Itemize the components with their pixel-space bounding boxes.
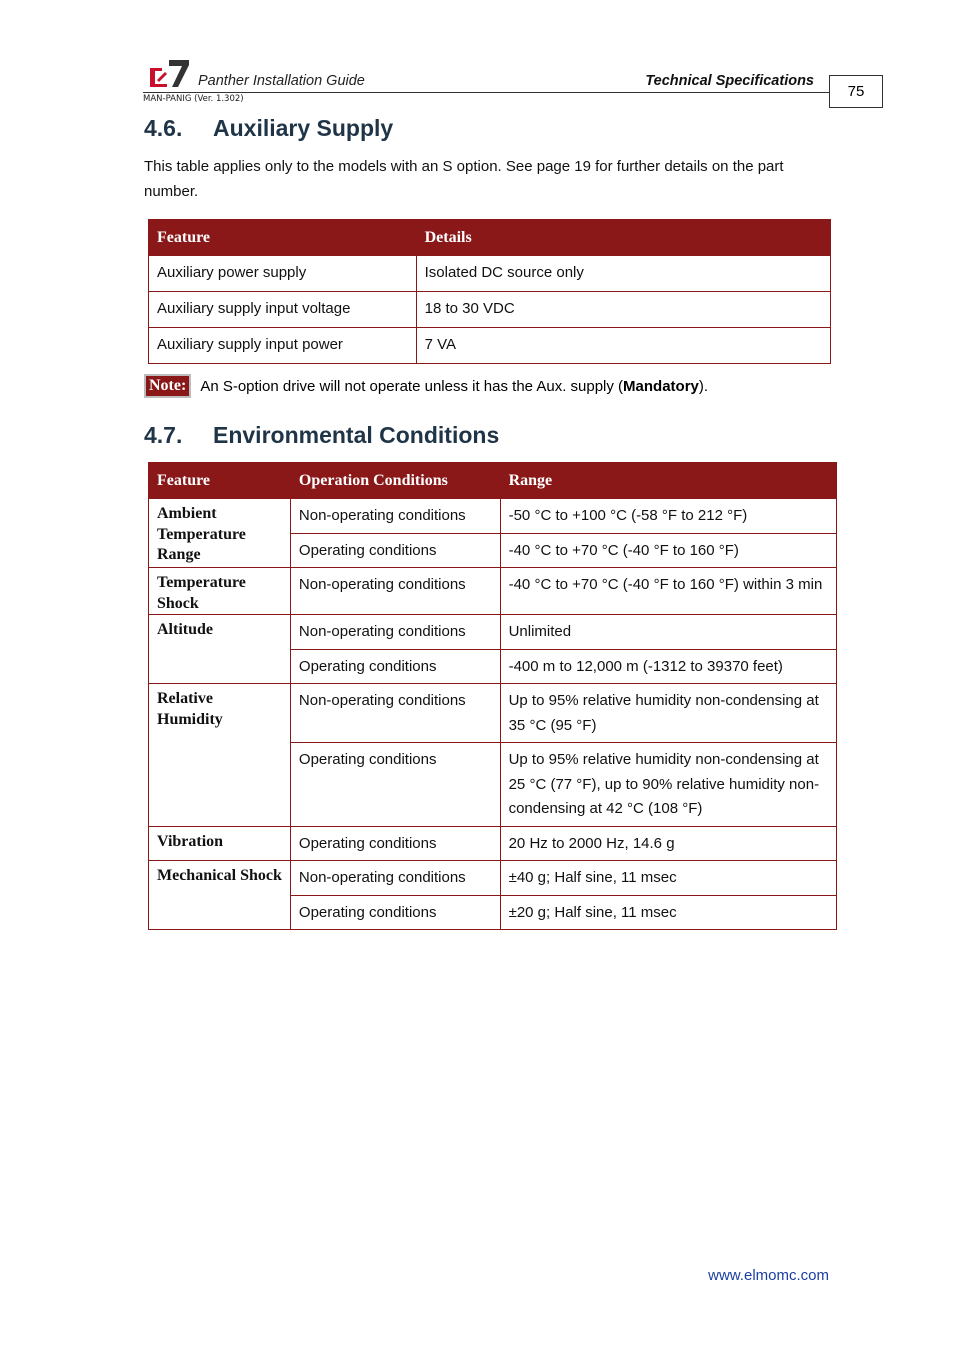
column-header: Details: [416, 220, 830, 256]
table-row: [149, 499, 837, 534]
table-header-row: [149, 463, 837, 499]
details-cell: Isolated DC source only: [416, 256, 830, 292]
condition-cell: Non-operating conditions: [290, 499, 500, 534]
condition-cell: Operating conditions: [290, 649, 500, 684]
feature-cell: Altitude: [149, 615, 291, 684]
range-cell: Up to 95% relative humidity non-condensing at 35 °C (95 °F): [500, 684, 836, 743]
footer-website-link[interactable]: www.elmomc.com: [708, 1267, 829, 1284]
column-header: Range: [500, 463, 836, 499]
range-cell: -400 m to 12,000 m (-1312 to 39370 feet): [500, 649, 836, 684]
table-header-row: [149, 220, 831, 256]
note-text: An S-option drive will not operate unless it has the Aux. supply (Mandatory).: [200, 377, 709, 395]
range-cell: Unlimited: [500, 615, 836, 650]
condition-cell: Non-operating conditions: [290, 861, 500, 896]
header-rule: [143, 92, 829, 93]
condition-cell: Non-operating conditions: [290, 615, 500, 650]
table-row: [149, 684, 837, 743]
range-cell: ±40 g; Half sine, 11 msec: [500, 861, 836, 896]
note: [144, 374, 708, 398]
feature-cell: Auxiliary supply input power: [149, 328, 417, 364]
feature-cell: Auxiliary supply input voltage: [149, 292, 417, 328]
feature-cell: Relative Humidity: [149, 684, 291, 827]
note-emphasis: Mandatory: [623, 377, 699, 395]
table-row: [149, 328, 831, 364]
column-header: Operation Conditions: [290, 463, 500, 499]
condition-cell: Operating conditions: [290, 826, 500, 861]
condition-cell: Operating conditions: [290, 743, 500, 827]
elmo-logo: [147, 58, 189, 88]
feature-cell: Temperature Shock: [149, 568, 291, 615]
section-title: Environmental Conditions: [213, 422, 500, 448]
heading-auxiliary-supply: [144, 115, 393, 142]
section-title: Auxiliary Supply: [213, 115, 394, 141]
details-cell: 7 VA: [416, 328, 830, 364]
feature-cell: Ambient Temperature Range: [149, 499, 291, 568]
doc-code: MAN-PANIG (Ver. 1.302): [143, 94, 244, 104]
condition-cell: Operating conditions: [290, 895, 500, 930]
note-label: Note:: [144, 374, 191, 398]
page-number: 75: [829, 75, 883, 108]
doc-title: Panther Installation Guide: [198, 73, 365, 89]
table-row: [149, 292, 831, 328]
feature-cell: Auxiliary power supply: [149, 256, 417, 292]
range-cell: 20 Hz to 2000 Hz, 14.6 g: [500, 826, 836, 861]
table-row: [149, 826, 837, 861]
intro-paragraph: This table applies only to the models with an S option. See page 19 for further details on the part number.: [144, 158, 784, 200]
feature-cell: Mechanical Shock: [149, 861, 291, 930]
section-number: 4.6.: [144, 115, 183, 141]
condition-cell: Operating conditions: [290, 533, 500, 568]
table-row: [149, 861, 837, 896]
column-header: Feature: [149, 463, 291, 499]
condition-cell: Non-operating conditions: [290, 684, 500, 743]
range-cell: -50 °C to +100 °C (-58 °F to 212 °F): [500, 499, 836, 534]
table-row: [149, 256, 831, 292]
column-header: Feature: [149, 220, 417, 256]
range-cell: -40 °C to +70 °C (-40 °F to 160 °F) within 3 min: [500, 568, 836, 615]
condition-cell: Non-operating conditions: [290, 568, 500, 615]
table-row: [149, 568, 837, 615]
auxiliary-supply-table: [148, 219, 831, 364]
details-cell: 18 to 30 VDC: [416, 292, 830, 328]
range-cell: Up to 95% relative humidity non-condensing at 25 °C (77 °F), up to 90% relative humidity non-condensing at 42 °C (108 °F): [500, 743, 836, 827]
section-number: 4.7.: [144, 422, 183, 448]
range-cell: -40 °C to +70 °C (-40 °F to 160 °F): [500, 533, 836, 568]
heading-environmental-conditions: [144, 422, 499, 449]
feature-cell: Vibration: [149, 826, 291, 861]
range-cell: ±20 g; Half sine, 11 msec: [500, 895, 836, 930]
section-name: Technical Specifications: [645, 73, 814, 89]
table-row: [149, 615, 837, 650]
environmental-conditions-table: [148, 462, 837, 930]
